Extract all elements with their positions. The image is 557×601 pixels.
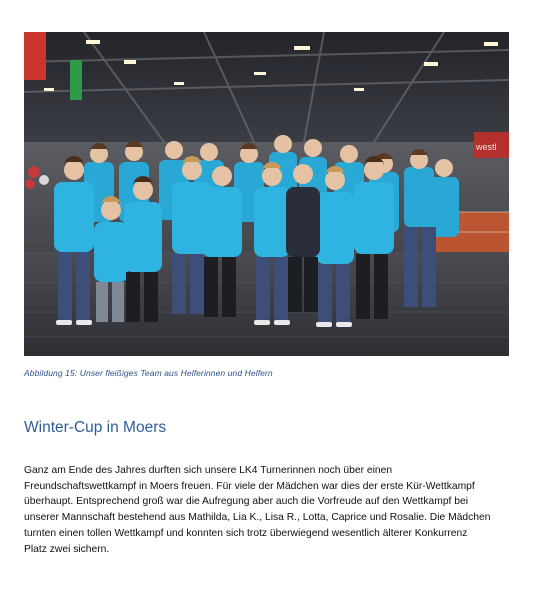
paragraph-line: Freundschaftswettkampf in Moers freuen. Für viele der Mädchen war dies der erste Kür-Wettkampf	[24, 480, 475, 492]
banner-text: westl	[476, 142, 497, 152]
body-paragraph	[24, 463, 524, 557]
paragraph-line: Platz zwei sichern.	[24, 543, 110, 555]
paragraph-line: turnten einen tollen Wettkampf und konnten sich trotz überwiegend wesentlich älterer Konkurrenz	[24, 527, 468, 539]
team-photo-illustration	[24, 32, 509, 356]
paragraph-line: unserer Mannschaft bestehend aus Mathilda, Lia K., Lisa R., Lotta, Caprice und Rosalie. Die Mädchen	[24, 512, 491, 524]
paragraph-line: überhaupt. Entsprechend groß war die Aufregung aber auch die Vorfreude auf den Wettkampf bei	[24, 496, 469, 508]
section-heading: Winter-Cup in Moers	[24, 419, 167, 436]
paragraph-line: Ganz am Ende des Jahres durften sich unsere LK4 Turnerinnen noch über einen	[24, 465, 393, 476]
figure-caption: Abbildung 15: Unser fleißiges Team aus Helferinnen und Helfern	[24, 368, 273, 378]
team-photo	[24, 32, 509, 356]
